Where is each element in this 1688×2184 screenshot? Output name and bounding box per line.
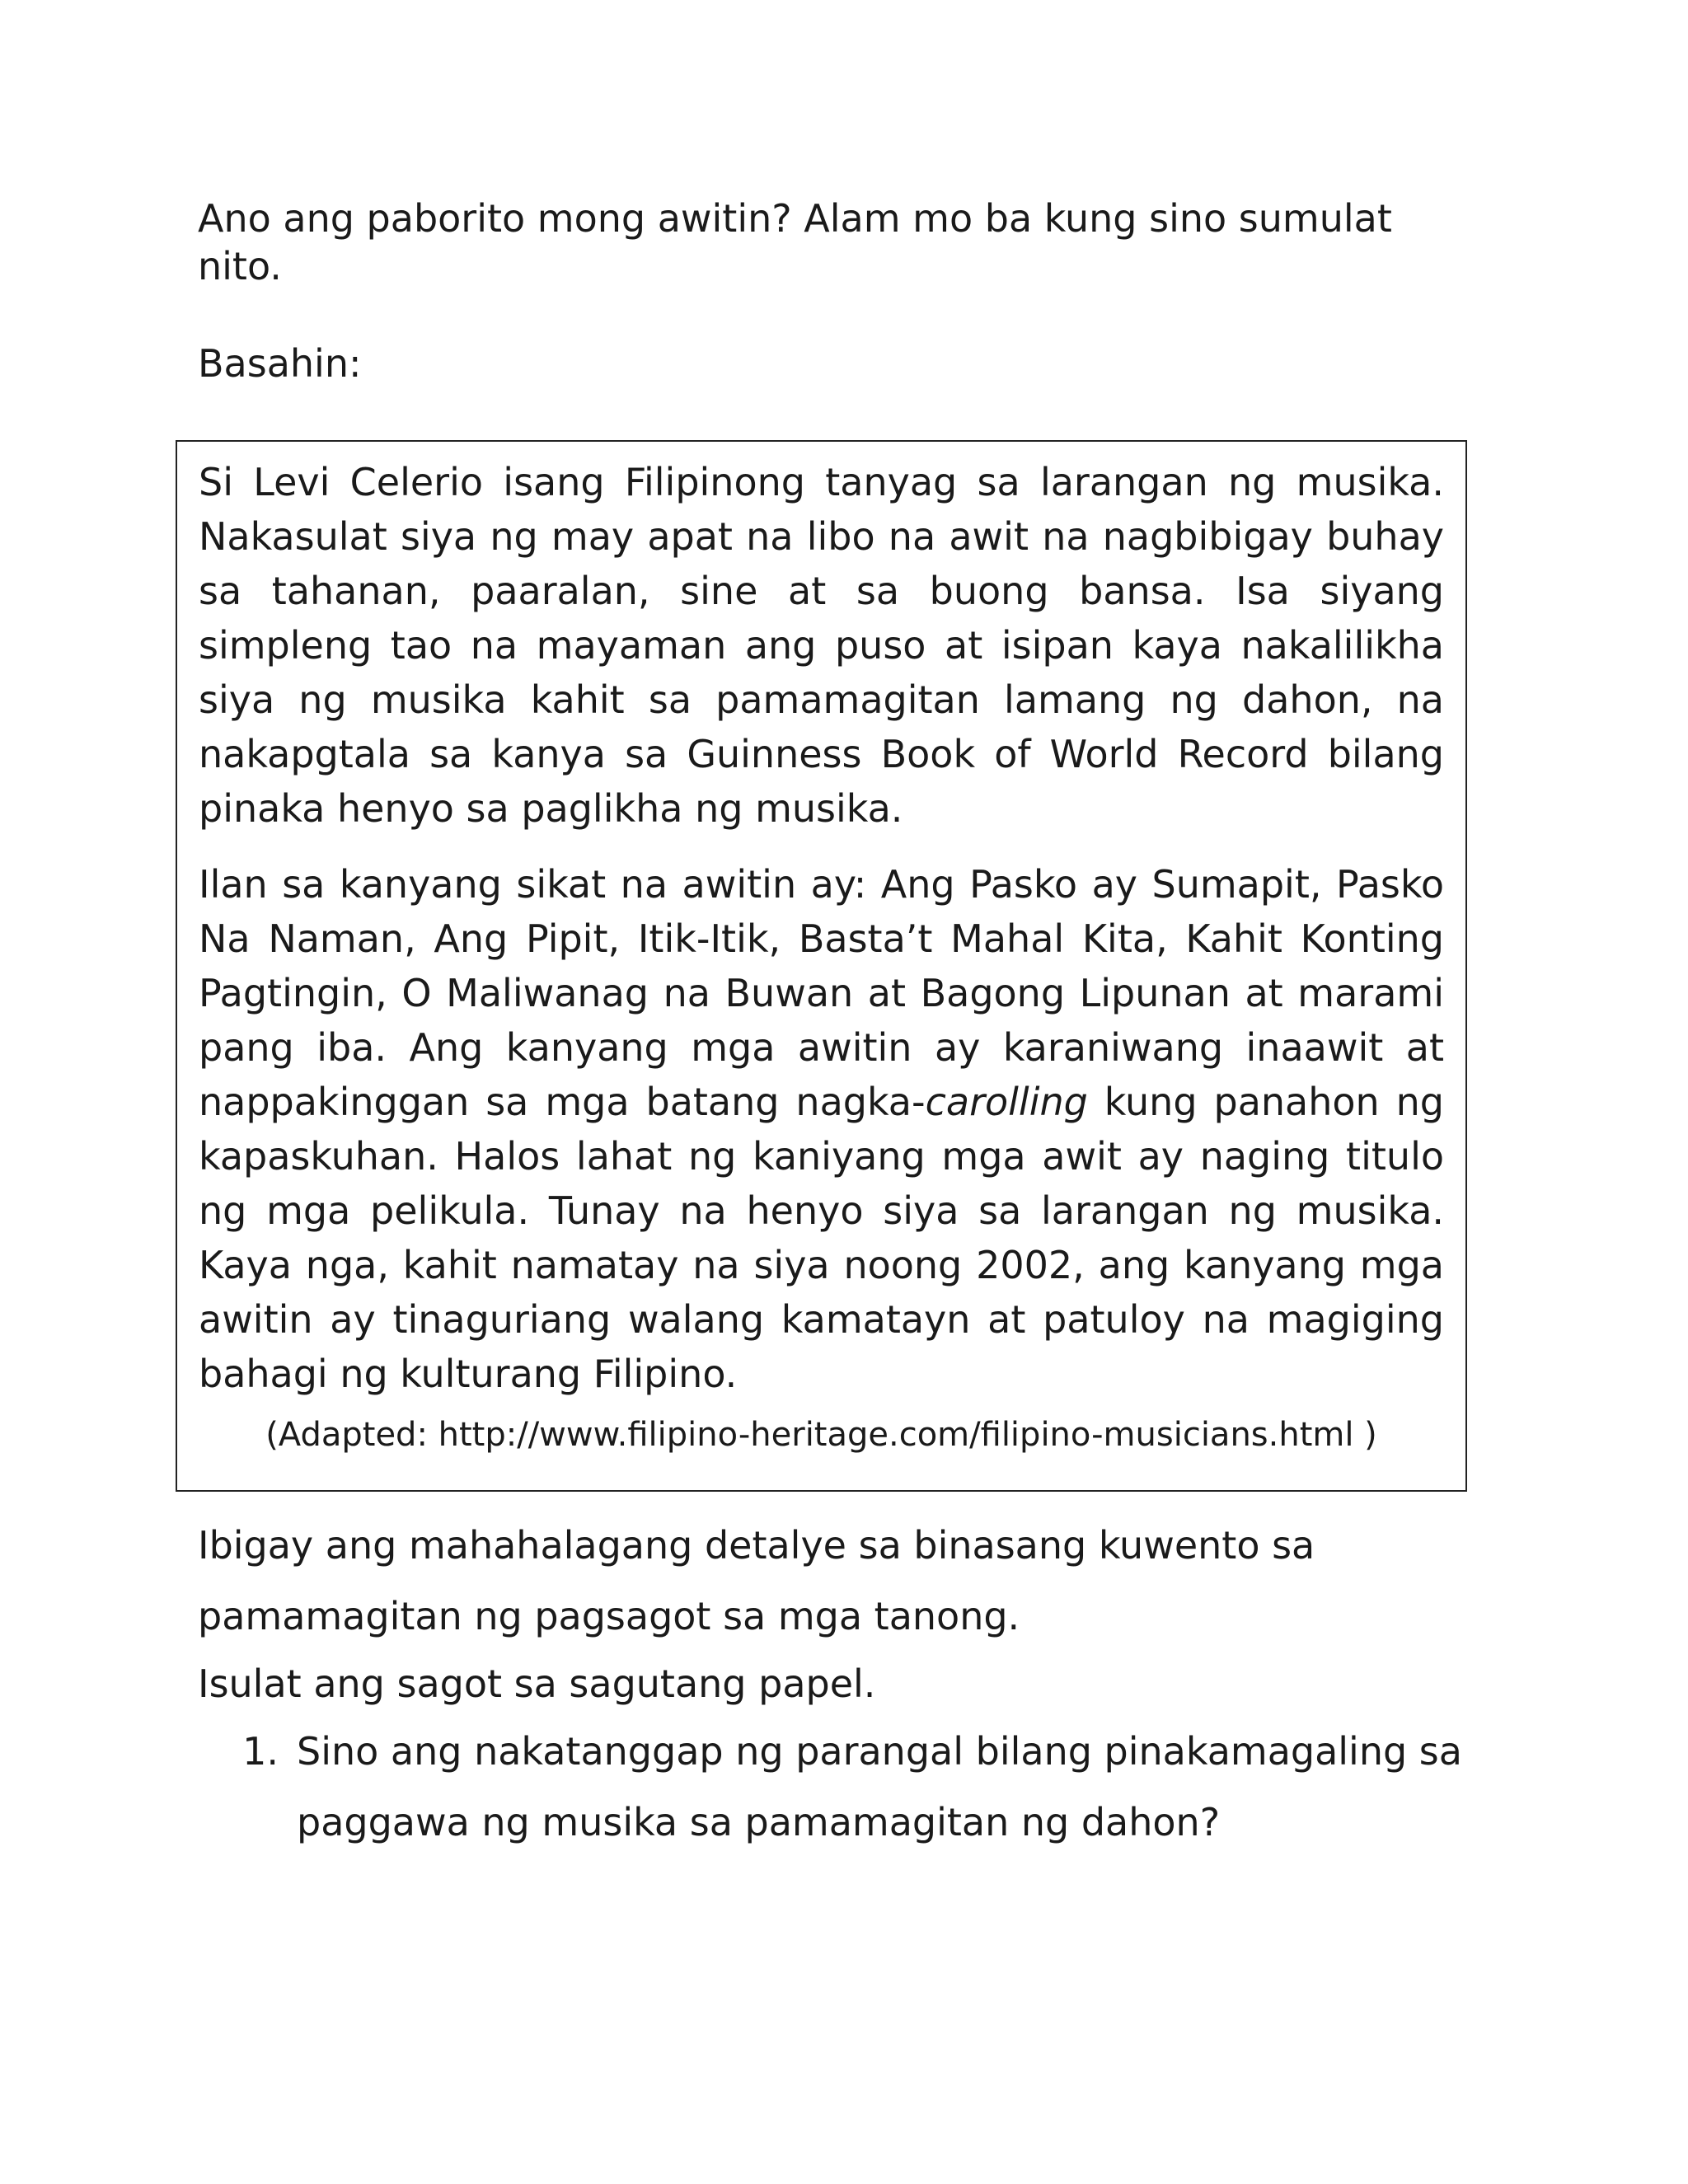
passage-paragraph-2-text: Ilan sa kanyang sikat na awitin ay: Ang Pasko ay Sumapit, Pasko Na Naman, Ang Pipit, Itik-Itik, Basta’t Mahal Kita, Kahit Konting Pagtingin, O Maliwanag na Buwan at Bagong Lipunan at marami pang iba. Ang kanyang mga awitin ay karaniwang inaawit at nappakinggan sa mga batang nagka- (199, 862, 1444, 1124)
question-item (198, 1716, 1500, 1858)
intro-question: Ano ang paborito mong awitin? Alam mo ba kung sino sumulat nito. (198, 196, 1392, 288)
passage-paragraph-1: Si Levi Celerio isang Filipinong tanyag sa larangan ng musika. Nakasulat siya ng may apat na libo na awit na nagbibigay buhay sa tahanan, paaralan, sine at sa buong bansa. Isa siyang simpleng tao na mayaman ang puso at isipan kaya nakalilikha siya ng musika kahit sa pamamagitan lamang ng dahon, na nakapgtala sa kanya sa Guinness Book of World Record bilang pinaka henyo sa paglikha ng musika. (199, 460, 1444, 831)
read-label: Basahin: (198, 341, 362, 386)
reading-passage-box (176, 440, 1467, 1492)
question-list (198, 1716, 1500, 1858)
question-text: Sino ang nakatanggap ng parangal bilang pinakamagaling sa paggawa ng musika sa pamamagitan ng dahon? (297, 1729, 1462, 1844)
passage-paragraph-2-text-end: kung panahon ng kapaskuhan. Halos lahat ng kaniyang mga awit ay naging titulo ng mga pelikula. Tunay na henyo siya sa larangan ng musika. Kaya nga, kahit namatay na siya noong 2002, ang kanyang mga awitin ay tinaguriang walang kamatayn at patuloy na magiging bahagi ng kulturang Filipino. (199, 1080, 1444, 1396)
instruction-line-1: Ibigay ang mahahalagang detalye sa binasang kuwento sa (198, 1523, 1315, 1568)
instruction-line-2: pamamagitan ng pagsagot sa mga tanong. (198, 1594, 1020, 1638)
passage-source-citation: (Adapted: http://www.filipino-heritage.com/filipino-musicians.html ) (265, 1416, 1377, 1454)
instruction-line-3: Isulat ang sagot sa sagutang papel. (198, 1661, 876, 1706)
passage-italic-word: carolling (925, 1080, 1088, 1124)
question-number: 1. (242, 1729, 279, 1774)
passage-paragraph-2 (199, 857, 1444, 1401)
